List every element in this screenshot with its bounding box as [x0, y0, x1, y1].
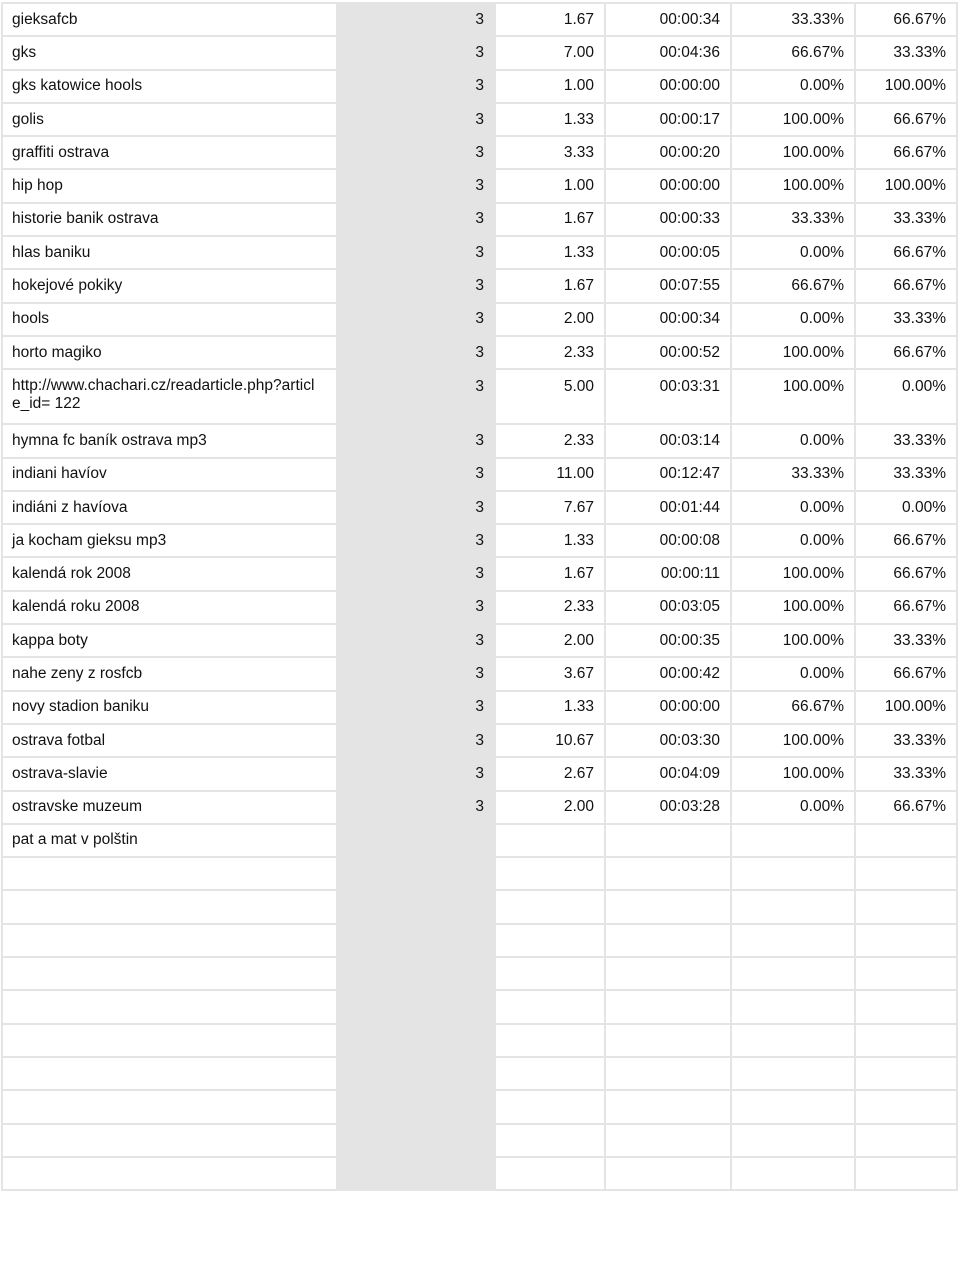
visits-cell: 3	[337, 36, 495, 69]
keyword-cell: kalendá rok 2008	[2, 557, 337, 590]
keyword-cell: ostrava-slavie	[2, 757, 337, 790]
avg-time-cell: 00:01:44	[605, 491, 731, 524]
bounce-rate-cell: 100.00%	[855, 70, 957, 103]
empty-cell	[605, 1124, 731, 1157]
empty-cell	[337, 1024, 495, 1057]
empty-cell	[337, 1124, 495, 1157]
avg-time-cell: 00:00:00	[605, 169, 731, 202]
empty-cell	[337, 890, 495, 923]
bounce-rate-cell: 66.67%	[855, 791, 957, 824]
empty-cell	[495, 1090, 605, 1123]
table-row	[2, 657, 957, 690]
empty-cell	[855, 1157, 957, 1190]
visits-cell: 3	[337, 458, 495, 491]
empty-cell	[855, 924, 957, 957]
avg-time-cell: 00:03:30	[605, 724, 731, 757]
visits-cell: 3	[337, 3, 495, 36]
avg-time-cell: 00:00:17	[605, 103, 731, 136]
new-visits-cell: 100.00%	[731, 336, 855, 369]
bounce-rate-cell: 100.00%	[855, 169, 957, 202]
bounce-rate-cell: 33.33%	[855, 36, 957, 69]
keyword-cell: ostravske muzeum	[2, 791, 337, 824]
avg-time-cell: 00:00:42	[605, 657, 731, 690]
pages-per-visit-cell: 2.33	[495, 424, 605, 457]
pages-per-visit-cell	[495, 824, 605, 857]
avg-time-cell: 00:00:11	[605, 557, 731, 590]
empty-cell	[2, 1157, 337, 1190]
pages-per-visit-cell: 1.67	[495, 557, 605, 590]
visits-cell: 3	[337, 103, 495, 136]
empty-row	[2, 990, 957, 1023]
table-row	[2, 557, 957, 590]
bounce-rate-cell: 66.67%	[855, 557, 957, 590]
bounce-rate-cell	[855, 824, 957, 857]
bounce-rate-cell: 33.33%	[855, 424, 957, 457]
keyword-cell: horto magiko	[2, 336, 337, 369]
pages-per-visit-cell: 1.67	[495, 203, 605, 236]
pages-per-visit-cell: 2.00	[495, 791, 605, 824]
empty-row	[2, 1124, 957, 1157]
empty-cell	[495, 924, 605, 957]
new-visits-cell: 100.00%	[731, 103, 855, 136]
empty-cell	[337, 924, 495, 957]
empty-cell	[855, 1024, 957, 1057]
empty-cell	[855, 957, 957, 990]
pages-per-visit-cell: 1.33	[495, 691, 605, 724]
empty-cell	[731, 1157, 855, 1190]
table-row	[2, 369, 957, 424]
pages-per-visit-cell: 1.33	[495, 524, 605, 557]
empty-cell	[495, 1124, 605, 1157]
keyword-cell: historie banik ostrava	[2, 203, 337, 236]
new-visits-cell: 100.00%	[731, 757, 855, 790]
empty-cell	[337, 990, 495, 1023]
keyword-cell: hip hop	[2, 169, 337, 202]
visits-cell: 3	[337, 524, 495, 557]
pages-per-visit-cell: 2.67	[495, 757, 605, 790]
empty-cell	[2, 1024, 337, 1057]
keyword-cell: nahe zeny z rosfcb	[2, 657, 337, 690]
new-visits-cell: 0.00%	[731, 70, 855, 103]
new-visits-cell: 100.00%	[731, 169, 855, 202]
visits-cell: 3	[337, 591, 495, 624]
visits-cell: 3	[337, 269, 495, 302]
table-row	[2, 70, 957, 103]
keyword-cell: indiáni z havíova	[2, 491, 337, 524]
table-row	[2, 624, 957, 657]
keyword-cell: indiani havíov	[2, 458, 337, 491]
table-row	[2, 824, 957, 857]
empty-cell	[2, 1090, 337, 1123]
avg-time-cell: 00:03:14	[605, 424, 731, 457]
table-row	[2, 169, 957, 202]
empty-cell	[855, 890, 957, 923]
keyword-cell: novy stadion baniku	[2, 691, 337, 724]
empty-cell	[855, 1090, 957, 1123]
bounce-rate-cell: 0.00%	[855, 491, 957, 524]
avg-time-cell: 00:00:33	[605, 203, 731, 236]
avg-time-cell: 00:03:28	[605, 791, 731, 824]
avg-time-cell: 00:00:05	[605, 236, 731, 269]
avg-time-cell: 00:12:47	[605, 458, 731, 491]
visits-cell: 3	[337, 70, 495, 103]
visits-cell: 3	[337, 791, 495, 824]
visits-cell: 3	[337, 557, 495, 590]
empty-row	[2, 857, 957, 890]
empty-cell	[605, 957, 731, 990]
avg-time-cell: 00:00:20	[605, 136, 731, 169]
bounce-rate-cell: 33.33%	[855, 203, 957, 236]
bounce-rate-cell: 66.67%	[855, 591, 957, 624]
new-visits-cell: 0.00%	[731, 657, 855, 690]
table-row	[2, 757, 957, 790]
empty-cell	[731, 990, 855, 1023]
empty-cell	[855, 1124, 957, 1157]
visits-cell: 3	[337, 691, 495, 724]
table-row	[2, 269, 957, 302]
empty-cell	[731, 924, 855, 957]
empty-row	[2, 1057, 957, 1090]
new-visits-cell: 0.00%	[731, 524, 855, 557]
bounce-rate-cell: 66.67%	[855, 136, 957, 169]
new-visits-cell: 66.67%	[731, 691, 855, 724]
new-visits-cell: 100.00%	[731, 369, 855, 424]
keyword-stats-table	[1, 2, 958, 1191]
visits-cell: 3	[337, 303, 495, 336]
avg-time-cell: 00:00:08	[605, 524, 731, 557]
visits-cell: 3	[337, 336, 495, 369]
empty-cell	[605, 1157, 731, 1190]
pages-per-visit-cell: 10.67	[495, 724, 605, 757]
visits-cell: 3	[337, 724, 495, 757]
new-visits-cell: 0.00%	[731, 424, 855, 457]
avg-time-cell: 00:00:34	[605, 3, 731, 36]
pages-per-visit-cell: 2.33	[495, 591, 605, 624]
pages-per-visit-cell: 1.33	[495, 103, 605, 136]
table-row	[2, 491, 957, 524]
pages-per-visit-cell: 3.67	[495, 657, 605, 690]
table-row	[2, 136, 957, 169]
pages-per-visit-cell: 1.00	[495, 70, 605, 103]
keyword-cell: hlas baniku	[2, 236, 337, 269]
empty-cell	[337, 1157, 495, 1190]
empty-cell	[337, 1090, 495, 1123]
bounce-rate-cell: 66.67%	[855, 657, 957, 690]
avg-time-cell: 00:00:00	[605, 691, 731, 724]
avg-time-cell: 00:07:55	[605, 269, 731, 302]
table-row	[2, 591, 957, 624]
new-visits-cell: 33.33%	[731, 458, 855, 491]
keyword-cell: kappa boty	[2, 624, 337, 657]
visits-cell: 3	[337, 624, 495, 657]
new-visits-cell: 0.00%	[731, 303, 855, 336]
empty-cell	[731, 1124, 855, 1157]
new-visits-cell: 0.00%	[731, 791, 855, 824]
empty-cell	[605, 1090, 731, 1123]
avg-time-cell: 00:03:31	[605, 369, 731, 424]
visits-cell: 3	[337, 491, 495, 524]
pages-per-visit-cell: 1.67	[495, 269, 605, 302]
bounce-rate-cell: 33.33%	[855, 624, 957, 657]
new-visits-cell: 100.00%	[731, 624, 855, 657]
avg-time-cell	[605, 824, 731, 857]
empty-cell	[731, 1090, 855, 1123]
new-visits-cell: 100.00%	[731, 724, 855, 757]
bounce-rate-cell: 66.67%	[855, 103, 957, 136]
empty-cell	[337, 1057, 495, 1090]
bounce-rate-cell: 100.00%	[855, 691, 957, 724]
avg-time-cell: 00:00:52	[605, 336, 731, 369]
visits-cell: 3	[337, 136, 495, 169]
pages-per-visit-cell: 1.00	[495, 169, 605, 202]
bounce-rate-cell: 33.33%	[855, 724, 957, 757]
table-row	[2, 103, 957, 136]
new-visits-cell	[731, 824, 855, 857]
empty-cell	[731, 1024, 855, 1057]
bounce-rate-cell: 66.67%	[855, 524, 957, 557]
pages-per-visit-cell: 2.00	[495, 624, 605, 657]
empty-cell	[495, 1057, 605, 1090]
empty-cell	[2, 1057, 337, 1090]
avg-time-cell: 00:04:09	[605, 757, 731, 790]
pages-per-visit-cell: 2.00	[495, 303, 605, 336]
new-visits-cell: 33.33%	[731, 203, 855, 236]
keyword-cell: gks	[2, 36, 337, 69]
bounce-rate-cell: 33.33%	[855, 303, 957, 336]
empty-cell	[855, 857, 957, 890]
empty-cell	[495, 857, 605, 890]
pages-per-visit-cell: 1.33	[495, 236, 605, 269]
empty-cell	[2, 890, 337, 923]
avg-time-cell: 00:03:05	[605, 591, 731, 624]
keyword-cell: gieksafcb	[2, 3, 337, 36]
empty-cell	[2, 924, 337, 957]
pages-per-visit-cell: 3.33	[495, 136, 605, 169]
empty-cell	[2, 990, 337, 1023]
bounce-rate-cell: 66.67%	[855, 236, 957, 269]
empty-row	[2, 1090, 957, 1123]
new-visits-cell: 66.67%	[731, 269, 855, 302]
avg-time-cell: 00:00:34	[605, 303, 731, 336]
keyword-cell: golis	[2, 103, 337, 136]
empty-cell	[731, 857, 855, 890]
visits-cell: 3	[337, 424, 495, 457]
table-row	[2, 458, 957, 491]
table-row	[2, 36, 957, 69]
pages-per-visit-cell: 2.33	[495, 336, 605, 369]
empty-cell	[337, 857, 495, 890]
table-body	[2, 3, 957, 1190]
table-row	[2, 791, 957, 824]
empty-cell	[495, 1157, 605, 1190]
bounce-rate-cell: 0.00%	[855, 369, 957, 424]
avg-time-cell: 00:04:36	[605, 36, 731, 69]
bounce-rate-cell: 33.33%	[855, 458, 957, 491]
visits-cell: 3	[337, 657, 495, 690]
empty-cell	[605, 1057, 731, 1090]
empty-row	[2, 890, 957, 923]
empty-cell	[495, 957, 605, 990]
keyword-cell: hymna fc baník ostrava mp3	[2, 424, 337, 457]
empty-cell	[855, 1057, 957, 1090]
empty-row	[2, 957, 957, 990]
empty-cell	[495, 1024, 605, 1057]
empty-cell	[2, 957, 337, 990]
table-row	[2, 236, 957, 269]
pages-per-visit-cell: 1.67	[495, 3, 605, 36]
empty-cell	[605, 857, 731, 890]
empty-cell	[605, 924, 731, 957]
table-row	[2, 336, 957, 369]
visits-cell: 3	[337, 169, 495, 202]
empty-cell	[495, 990, 605, 1023]
empty-cell	[605, 890, 731, 923]
table-row	[2, 424, 957, 457]
keyword-cell: hools	[2, 303, 337, 336]
bounce-rate-cell: 66.67%	[855, 3, 957, 36]
new-visits-cell: 100.00%	[731, 591, 855, 624]
new-visits-cell: 0.00%	[731, 236, 855, 269]
new-visits-cell: 66.67%	[731, 36, 855, 69]
empty-row	[2, 924, 957, 957]
bounce-rate-cell: 33.33%	[855, 757, 957, 790]
avg-time-cell: 00:00:00	[605, 70, 731, 103]
keyword-cell: hokejové pokiky	[2, 269, 337, 302]
keyword-cell: ostrava fotbal	[2, 724, 337, 757]
bounce-rate-cell: 66.67%	[855, 269, 957, 302]
visits-cell: 3	[337, 236, 495, 269]
empty-cell	[731, 890, 855, 923]
empty-cell	[337, 957, 495, 990]
keyword-cell: kalendá roku 2008	[2, 591, 337, 624]
table-row	[2, 3, 957, 36]
pages-per-visit-cell: 7.00	[495, 36, 605, 69]
visits-cell: 3	[337, 369, 495, 424]
keyword-cell: graffiti ostrava	[2, 136, 337, 169]
empty-cell	[855, 990, 957, 1023]
new-visits-cell: 0.00%	[731, 491, 855, 524]
pages-per-visit-cell: 5.00	[495, 369, 605, 424]
table-row	[2, 724, 957, 757]
table-row	[2, 303, 957, 336]
empty-cell	[495, 890, 605, 923]
empty-row	[2, 1157, 957, 1190]
keyword-cell: ja kocham gieksu mp3	[2, 524, 337, 557]
empty-cell	[605, 990, 731, 1023]
empty-cell	[2, 1124, 337, 1157]
visits-cell: 3	[337, 757, 495, 790]
pages-per-visit-cell: 11.00	[495, 458, 605, 491]
table-row	[2, 524, 957, 557]
empty-cell	[731, 957, 855, 990]
keyword-cell: http://www.chachari.cz/readarticle.php?articl e_id= 122	[2, 369, 337, 424]
keyword-cell: pat a mat v polštin	[2, 824, 337, 857]
bounce-rate-cell: 66.67%	[855, 336, 957, 369]
visits-cell	[337, 824, 495, 857]
new-visits-cell: 33.33%	[731, 3, 855, 36]
table-row	[2, 203, 957, 236]
visits-cell: 3	[337, 203, 495, 236]
empty-cell	[731, 1057, 855, 1090]
empty-cell	[2, 857, 337, 890]
pages-per-visit-cell: 7.67	[495, 491, 605, 524]
keyword-cell: gks katowice hools	[2, 70, 337, 103]
avg-time-cell: 00:00:35	[605, 624, 731, 657]
new-visits-cell: 100.00%	[731, 136, 855, 169]
empty-cell	[605, 1024, 731, 1057]
new-visits-cell: 100.00%	[731, 557, 855, 590]
empty-row	[2, 1024, 957, 1057]
table-row	[2, 691, 957, 724]
